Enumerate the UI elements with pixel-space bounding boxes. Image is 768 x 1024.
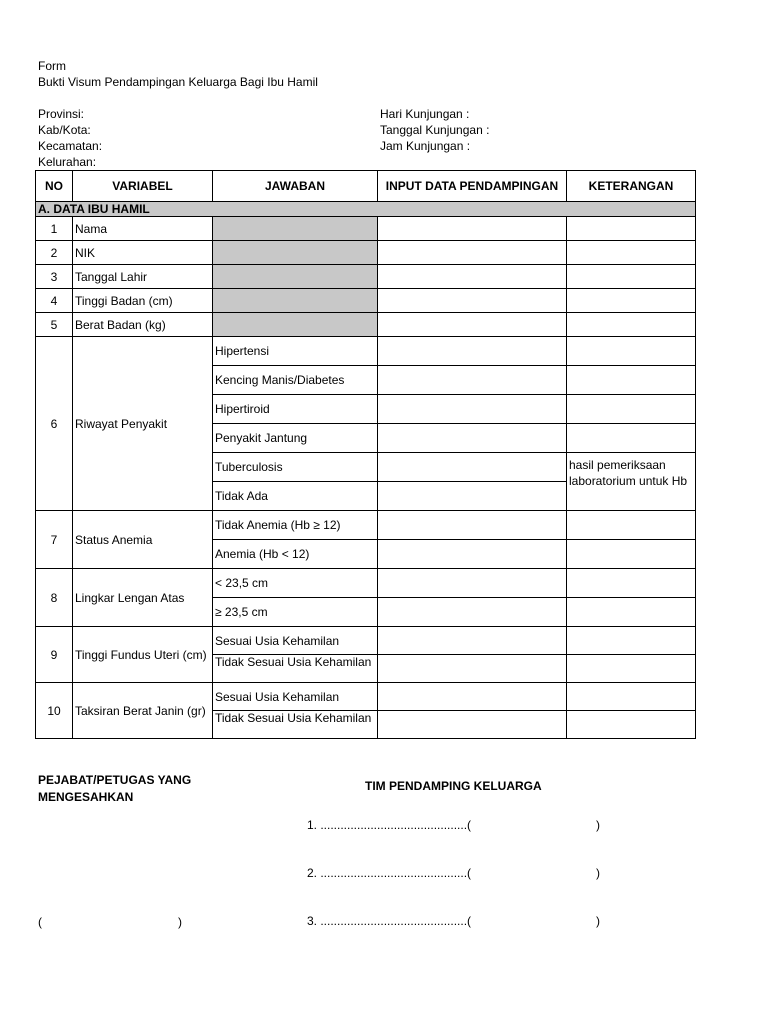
row-variable: Tinggi Badan (cm) — [73, 289, 213, 313]
note-cell[interactable] — [567, 627, 696, 655]
team-signature-line: 3. ............................................( — [307, 914, 472, 928]
note-cell[interactable] — [567, 683, 696, 711]
row-no: 8 — [36, 569, 73, 627]
answer-option: Hipertiroid — [213, 395, 378, 424]
row-variable: Tanggal Lahir — [73, 265, 213, 289]
table-row — [36, 217, 696, 241]
official-label: PEJABAT/PETUGAS YANG MENGESAHKAN — [38, 773, 192, 804]
answer-option: Tidak Sesuai Usia Kehamilan — [213, 711, 378, 739]
field-jam-kunjungan: Jam Kunjungan : — [380, 139, 471, 153]
row-variable: Taksiran Berat Janin (gr) — [73, 683, 213, 739]
official-open-paren: ( — [38, 915, 42, 929]
row-variable: Lingkar Lengan Atas — [73, 569, 213, 627]
input-cell[interactable] — [378, 683, 567, 711]
team-signature-line: 2. ............................................( — [307, 866, 472, 880]
note-cell[interactable] — [567, 337, 696, 366]
team-label: TIM PENDAMPING KELUARGA — [365, 779, 542, 793]
col-header-jawaban: JAWABAN — [213, 171, 378, 202]
row-no: 5 — [36, 313, 73, 337]
visum-table — [35, 170, 696, 739]
col-header-variabel: VARIABEL — [73, 171, 213, 202]
table-row — [36, 569, 696, 598]
input-cell[interactable] — [378, 424, 567, 453]
answer-option: Sesuai Usia Kehamilan — [213, 627, 378, 655]
note-cell[interactable] — [567, 366, 696, 395]
row-no: 3 — [36, 265, 73, 289]
field-hari-kunjungan: Hari Kunjungan : — [380, 107, 470, 121]
table-row — [36, 627, 696, 655]
input-cell[interactable] — [378, 453, 567, 482]
answer-cell — [213, 217, 378, 241]
row-variable: Tinggi Fundus Uteri (cm) — [73, 627, 213, 683]
note-cell[interactable] — [567, 289, 696, 313]
answer-option: Hipertensi — [213, 337, 378, 366]
input-cell[interactable] — [378, 569, 567, 598]
note-hb: hasil pemeriksaan laboratorium untuk Hb — [567, 453, 696, 511]
note-cell[interactable] — [567, 217, 696, 241]
table-row — [36, 265, 696, 289]
answer-cell — [213, 313, 378, 337]
row-variable: Status Anemia — [73, 511, 213, 569]
input-cell[interactable] — [378, 511, 567, 540]
field-tanggal-kunjungan: Tanggal Kunjungan : — [380, 123, 490, 137]
team-signature-line: 1. ............................................( — [307, 818, 472, 832]
input-cell[interactable] — [378, 366, 567, 395]
field-kecamatan: Kecamatan: — [38, 139, 103, 153]
row-no: 10 — [36, 683, 73, 739]
answer-option: ≥ 23,5 cm — [213, 598, 378, 627]
row-variable: NIK — [73, 241, 213, 265]
note-cell[interactable] — [567, 655, 696, 683]
note-cell[interactable] — [567, 395, 696, 424]
form-label: Form — [38, 59, 66, 73]
answer-option: Tidak Anemia (Hb ≥ 12) — [213, 511, 378, 540]
answer-option: Sesuai Usia Kehamilan — [213, 683, 378, 711]
form-title: Bukti Visum Pendampingan Keluarga Bagi Ibu Hamil — [38, 75, 318, 89]
team-close-paren: ) — [596, 866, 600, 880]
col-header-no: NO — [36, 171, 73, 202]
table-row — [36, 289, 696, 313]
field-kelurahan: Kelurahan: — [38, 155, 97, 169]
field-provinsi: Provinsi: — [38, 107, 85, 121]
table-row — [36, 313, 696, 337]
answer-option: Penyakit Jantung — [213, 424, 378, 453]
official-close-paren: ) — [178, 915, 182, 929]
answer-option: Anemia (Hb < 12) — [213, 540, 378, 569]
row-no: 7 — [36, 511, 73, 569]
input-cell[interactable] — [378, 482, 567, 511]
team-close-paren: ) — [596, 818, 600, 832]
note-cell[interactable] — [567, 511, 696, 540]
answer-cell — [213, 289, 378, 313]
answer-option: Tidak Sesuai Usia Kehamilan — [213, 655, 378, 683]
answer-cell — [213, 241, 378, 265]
input-cell[interactable] — [378, 540, 567, 569]
note-cell[interactable] — [567, 540, 696, 569]
input-cell[interactable] — [378, 395, 567, 424]
col-header-keterangan: KETERANGAN — [567, 171, 696, 202]
table-row — [36, 337, 696, 366]
input-cell[interactable] — [378, 655, 567, 683]
table-row — [36, 241, 696, 265]
note-cell[interactable] — [567, 598, 696, 627]
input-cell[interactable] — [378, 598, 567, 627]
col-header-input: INPUT DATA PENDAMPINGAN — [378, 171, 567, 202]
row-variable: Riwayat Penyakit — [73, 337, 213, 511]
input-cell[interactable] — [378, 289, 567, 313]
table-row — [36, 683, 696, 711]
note-cell[interactable] — [567, 241, 696, 265]
answer-option: Tuberculosis — [213, 453, 378, 482]
row-no: 9 — [36, 627, 73, 683]
row-no: 6 — [36, 337, 73, 511]
input-cell[interactable] — [378, 217, 567, 241]
row-variable: Berat Badan (kg) — [73, 313, 213, 337]
row-variable: Nama — [73, 217, 213, 241]
answer-cell — [213, 265, 378, 289]
row-no: 1 — [36, 217, 73, 241]
answer-option: Tidak Ada — [213, 482, 378, 511]
note-cell[interactable] — [567, 424, 696, 453]
note-cell[interactable] — [567, 313, 696, 337]
input-cell[interactable] — [378, 265, 567, 289]
table-header-row — [36, 171, 696, 202]
note-cell[interactable] — [567, 711, 696, 739]
input-cell[interactable] — [378, 627, 567, 655]
input-cell[interactable] — [378, 337, 567, 366]
answer-option: Kencing Manis/Diabetes — [213, 366, 378, 395]
row-no: 4 — [36, 289, 73, 313]
input-cell[interactable] — [378, 313, 567, 337]
section-a-title: A. DATA IBU HAMIL — [36, 202, 696, 217]
input-cell[interactable] — [378, 711, 567, 739]
section-row — [36, 202, 696, 217]
input-cell[interactable] — [378, 241, 567, 265]
note-cell[interactable] — [567, 569, 696, 598]
team-close-paren: ) — [596, 914, 600, 928]
note-cell[interactable] — [567, 265, 696, 289]
answer-option: < 23,5 cm — [213, 569, 378, 598]
field-kabkota: Kab/Kota: — [38, 123, 91, 137]
row-no: 2 — [36, 241, 73, 265]
table-row — [36, 511, 696, 540]
